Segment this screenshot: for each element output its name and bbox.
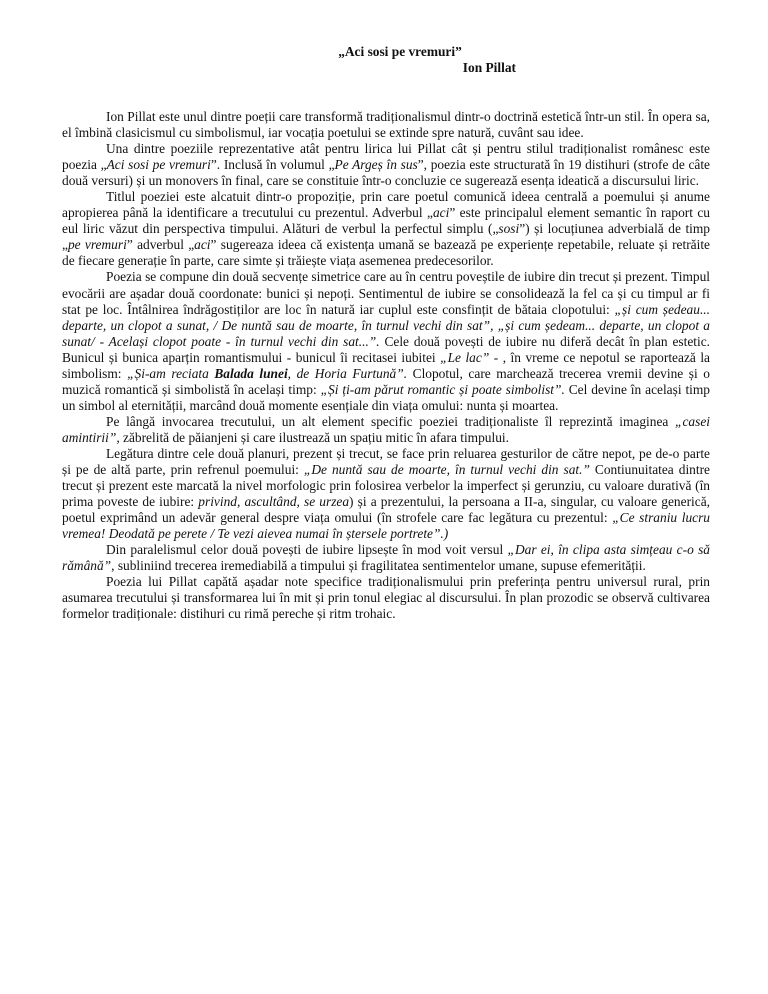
text-run: Din paralelismul celor două povești de iubire lipsește în mod voit versul	[106, 542, 508, 558]
text-run: ” adverbul „	[126, 237, 195, 253]
text-run: Una dintre poeziile reprezentative atât pentru lirica lui Pillat cât și pentru stilul tradiționalist românesc este poezia „	[62, 141, 710, 173]
paragraph	[62, 189, 710, 269]
text-run: ” sugereaza ideea că existența umană se bazează pe experiențe repetabile, reluate și retrăite de fiecare generație în parte, care simte și trăiește viața asemenea predecesorilor.	[62, 237, 711, 269]
text-run: ”. Inclusă în volumul „	[210, 157, 335, 173]
emphasized-text: Aci sosi pe vremuri	[106, 157, 211, 173]
text-run: Legătura dintre cele două planuri, prezent și trecut, se face prin reluarea gesturilor de către nepot, pe de-o parte și pe de altă parte, prin refrenul poemului:	[62, 445, 710, 478]
text-run: , subliniind trecerea iremediabilă a timpului și fragilitatea sentimentelor umane, supuse efemerității.	[111, 558, 646, 574]
paragraph	[62, 269, 710, 413]
text-run: Contiunuitatea dintre trecut și prezent este marcată la nivel morfologic prin folosirea verbelor la imperfect și gerunziu, cu valoare durativă (în prima poveste de iubire:	[62, 462, 710, 510]
emphasized-text: „Și ți-am părut romantic și poate simbolist”.	[320, 381, 565, 397]
document-title: „Aci sosi pe vremuri”	[338, 44, 462, 59]
emphasized-text: „și cum ședeau... departe, un clopot a sunat, / De nuntă sau de moarte, în turnul vechi din sat”, „și cum ședeam... departe, un clopot a sunat/ - Același clopot poate - în turnul vechi din sat...”.	[62, 301, 710, 349]
emphasized-text: sosi	[498, 221, 520, 237]
document-author: Ion Pillat	[462, 60, 516, 75]
emphasized-text: „Și-am reciata	[127, 365, 215, 381]
emphasized-text: aci	[194, 237, 211, 253]
paragraph	[62, 414, 710, 446]
paragraph	[62, 446, 710, 542]
emphasized-text: „Ce straniu lucru vremea! Deodată pe perete / Te vezi aievea numai în ștersele portrete”.)	[62, 510, 710, 542]
emphasized-text: , de Horia Furtună”.	[287, 365, 408, 381]
text-run: Clopotul, care marchează trecerea vremii devine și o muzică romantică și simbolistă în același timp:	[62, 365, 711, 397]
text-run: ) și a prezentului, la persoana a II-a, singular, cu valoare generică, poetul exprimând un adevăr general despre viața omului (în strofele care fac legătura cu prezentul:	[62, 494, 710, 526]
text-run: ”, poezia este structurată în 19 distihuri (strofe de câte două versuri) și un monovers în final, care se constituie într-o concluzie ce sugerează esența ideatică a discursului liric.	[62, 157, 711, 189]
emphasized-text: Balada lunei	[214, 365, 288, 381]
paragraph	[62, 109, 710, 141]
text-run: Titlul poeziei este alcatuit dintr-o propoziție, prin care poetul comunică ideea centrală a poemului și anume apropierea până la identificare a trecutului cu prezentul. Adverbul „	[62, 189, 710, 221]
paragraph	[62, 574, 710, 622]
emphasized-text: „Le lac”	[440, 349, 490, 365]
emphasized-text: privind, ascultând, se urzea	[198, 494, 350, 510]
text-run: zăbrelită de păianjeni și care ilustrează un spațiu mitic în afara timpului.	[119, 429, 509, 445]
text-run: Ion Pillat este unul dintre poeții care transformă tradiționalismul dintr-o doctrină estetică într-un stil. În opera sa, el îmbină clasicismul cu simbolismul, iar vocația poetului se extinde spre natură, cuvânt sau idee.	[62, 109, 710, 141]
text-run: ” este principalul element semantic în raport cu eul liric văzut din perspectiva timpului. Alături de verbul la perfectul simplu („	[62, 205, 710, 237]
emphasized-text: aci	[432, 205, 450, 221]
text-run: Cele două povești de iubire nu diferă decât în plan estetic. Bunicul și bunica aparțin romantismului - bunicul îi recitasei iubitei	[62, 333, 711, 365]
paragraph	[62, 141, 710, 189]
emphasized-text: „casei amintirii”,	[62, 413, 710, 445]
emphasized-text: „De nuntă sau de moarte, în turnul vechi din sat.”	[303, 462, 590, 478]
document-body	[62, 109, 710, 623]
emphasized-text: Pe Argeș în sus	[334, 157, 418, 173]
paragraph	[62, 542, 710, 574]
text-run: Poezia se compune din două secvențe simetrice care au în centru poveștile de iubire din trecut și prezent. Timpul evocării are așadar două coordonate: bunici și nepoți. Sentimentul de iubire se consolidează la fel ca și cu timpul ar fi stat pe loc. Întâlnirea îndrăgostiților are loc în natură iar cuplul este consfințit de bătaia clopotului:	[62, 269, 710, 317]
text-run: - , în vreme ce nepotul se raportează la simbolism:	[62, 349, 710, 381]
emphasized-text: „Dar ei, în clipa asta simțeau c-o să rămână”	[62, 542, 710, 574]
text-run: ”) și locuțiunea adverbială de timp „	[62, 221, 711, 253]
text-run: Cel devine în același timp un simbol al eternității, marcând două momente esențiale din viața omului: nunta și moartea.	[62, 381, 710, 413]
text-run: Poezia lui Pillat capătă așadar note specifice tradiționalismului prin preferința pentru universul rural, prin asumarea trecutului și transformarea lui în mit și prin tonul elegiac al discursului. În plan prozodic se observă cultivarea formelor tradiționale: distihuri cu rimă pereche și ritm trohaic.	[62, 574, 710, 622]
emphasized-text: pe vremuri	[67, 237, 127, 253]
text-run: Pe lângă invocarea trecutului, un alt element specific poeziei tradiționaliste îl reprezintă imaginea	[106, 413, 676, 429]
